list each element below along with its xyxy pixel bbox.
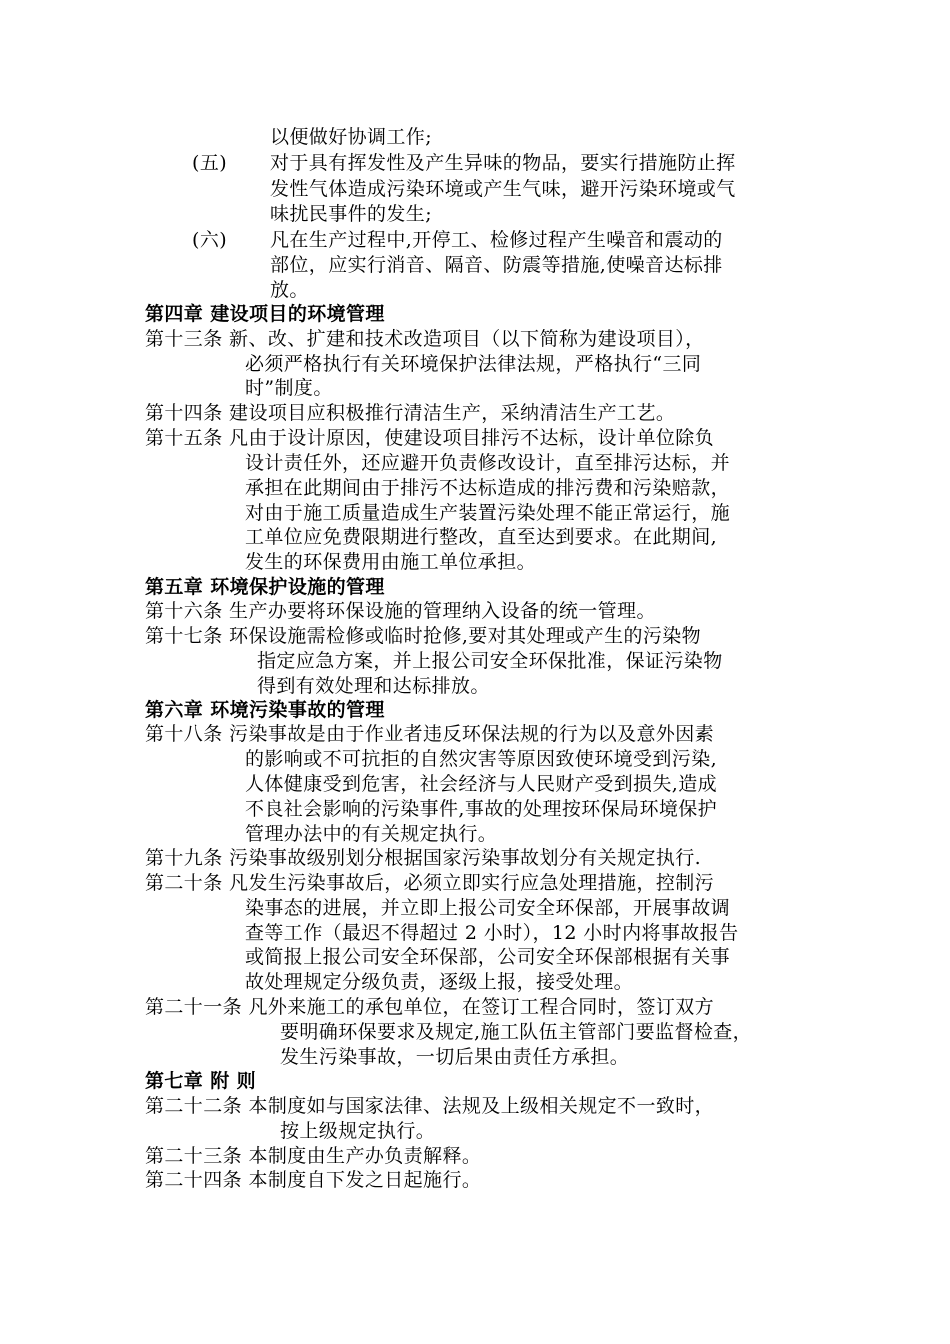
article-line: 第十六条 生产办要将环保设施的管理纳入设备的统一管理。	[145, 600, 656, 622]
item-number: (六)	[192, 229, 228, 251]
article-line: 第十五条 凡由于设计原因，使建设项目排污不达标，设计单位除负	[145, 427, 715, 449]
text-line: 管理办法中的有关规定执行。	[245, 823, 498, 845]
text-line: 按上级规定执行。	[280, 1120, 436, 1142]
article-line: 第十三条 新、改、扩建和技术改造项目（以下简称为建设项目），	[145, 328, 705, 350]
article-line: 第十四条 建设项目应积极推行清洁生产，采纳清洁生产工艺。	[145, 402, 676, 424]
text-line: 的影响或不可抗拒的自然灾害等原因致使环境受到污染,	[245, 748, 718, 770]
item-number: (五)	[192, 152, 228, 174]
text-line: 味扰民事件的发生;	[270, 203, 433, 225]
text-line: 以便做好协调工作;	[270, 126, 433, 148]
chapter-heading: 第五章 环境保护设施的管理	[145, 576, 385, 598]
text-line: 放。	[270, 279, 309, 301]
chapter-heading: 第七章 附 则	[145, 1070, 257, 1092]
text-line: 对于具有挥发性及产生异味的物品，要实行措施防止挥	[270, 152, 736, 174]
text-line: 必须严格执行有关环境保护法律法规，严格执行“三同	[245, 353, 702, 375]
article-line: 第二十三条 本制度由生产办负责解释。	[145, 1145, 482, 1167]
article-line: 第十八条 污染事故是由于作业者违反环保法规的行为以及意外因素	[145, 723, 715, 745]
chapter-heading: 第四章 建设项目的环境管理	[145, 303, 385, 325]
article-line: 第二十条 凡发生污染事故后，必须立即实行应急处理措施，控制污	[145, 872, 715, 894]
article-line: 第二十四条 本制度自下发之日起施行。	[145, 1169, 482, 1191]
text-line: 对由于施工质量造成生产装置污染处理不能正常运行，施	[245, 502, 731, 524]
article-line: 第二十二条 本制度如与国家法律、法规及上级相关规定不一致时，	[145, 1095, 715, 1117]
text-line: 人体健康受到危害，社会经济与人民财产受到损失,造成	[245, 773, 718, 795]
text-line: 故处理规定分级负责，逐级上报，接受处理。	[245, 971, 634, 993]
text-line: 设计责任外，还应避开负责修改设计，直至排污达标，并	[245, 452, 731, 474]
text-line: 发性气体造成污染环境或产生气味，避开污染环境或气	[270, 178, 736, 200]
article-line: 第十七条 环保设施需检修或临时抢修,要对其处理或产生的污染物	[145, 625, 702, 647]
text-line: 得到有效处理和达标排放。	[257, 675, 490, 697]
text-line: 染事态的进展，并立即上报公司安全环保部，开展事故调	[245, 897, 731, 919]
chapter-heading: 第六章 环境污染事故的管理	[145, 699, 385, 721]
text-line: 查等工作（最迟不得超过 2 小时），12 小时内将事故报告	[245, 922, 739, 944]
text-line: 不良社会影响的污染事件,事故的处理按环保局环境保护	[245, 798, 718, 820]
text-line: 发生污染事故，一切后果由责任方承担。	[280, 1046, 630, 1068]
text-line: 时”制度。	[245, 377, 333, 399]
text-line: 要明确环保要求及规定,施工队伍主管部门要监督检查，	[280, 1021, 753, 1043]
text-line: 部位，应实行消音、隔音、防震等措施,使噪音达标排	[270, 254, 723, 276]
text-line: 或简报上报公司安全环保部，公司安全环保部根据有关事	[245, 946, 731, 968]
text-line: 工单位应免费限期进行整改，直至达到要求。在此期间,	[245, 526, 718, 548]
article-line: 第十九条 污染事故级别划分根据国家污染事故划分有关规定执行.	[145, 847, 702, 869]
text-line: 承担在此期间由于排污不达标造成的排污费和污染赔款，	[245, 477, 731, 499]
text-line: 指定应急方案，并上报公司安全环保批准，保证污染物	[257, 650, 723, 672]
article-line: 第二十一条 凡外来施工的承包单位，在签订工程合同时，签订双方	[145, 996, 715, 1018]
text-line: 凡在生产过程中,开停工、检修过程产生噪音和震动的	[270, 229, 723, 251]
text-line: 发生的环保费用由施工单位承担。	[245, 551, 537, 573]
